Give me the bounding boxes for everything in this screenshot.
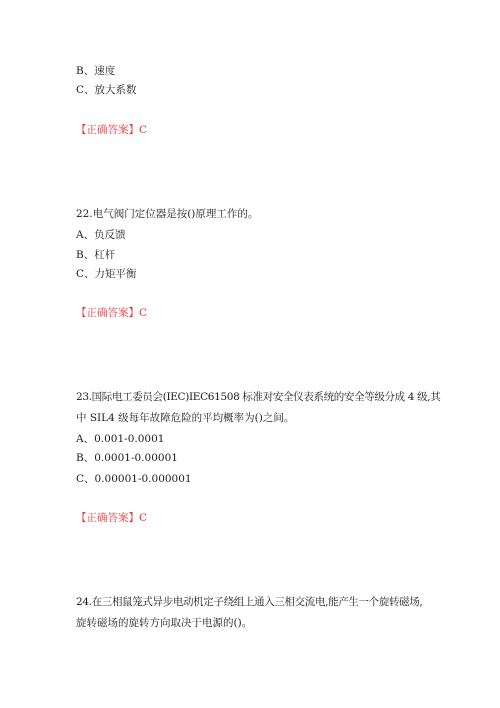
q23-answer: 【正确答案】C xyxy=(76,512,148,524)
q22-option-b: B、杠杆 xyxy=(76,249,116,261)
q24-question-line2: 旋转磁场的旋转方向取决于电源的()。 xyxy=(76,617,253,629)
q23-option-a: A、0.001-0.0001 xyxy=(76,433,165,445)
q24-question-line1: 24.在三相鼠笼式异步电动机定子绕组上通入三相交流电,能产生一个旋转磁场, xyxy=(76,596,423,608)
q21-answer: 【正确答案】C xyxy=(76,124,148,136)
q22-question: 22.电气阀门定位器是按()原理工作的。 xyxy=(76,208,259,220)
q21-option-c: C、放大系数 xyxy=(76,84,137,96)
q23-question-line2: 中 SIL4 级每年故障危险的平均概率为()之间。 xyxy=(76,412,295,424)
q21-option-b: B、速度 xyxy=(76,65,116,77)
q22-option-c: C、力矩平衡 xyxy=(76,268,137,280)
q23-option-c: C、0.00001-0.000001 xyxy=(76,473,192,485)
q23-option-b: B、0.0001-0.00001 xyxy=(76,452,178,464)
q22-option-a: A、负反馈 xyxy=(76,229,126,241)
q23-question-line1: 23.国际电工委员会(IEC)IEC61508 标准对安全仪表系统的安全等级分成 4 级,其 xyxy=(76,391,441,403)
q22-answer: 【正确答案】C xyxy=(76,307,148,319)
